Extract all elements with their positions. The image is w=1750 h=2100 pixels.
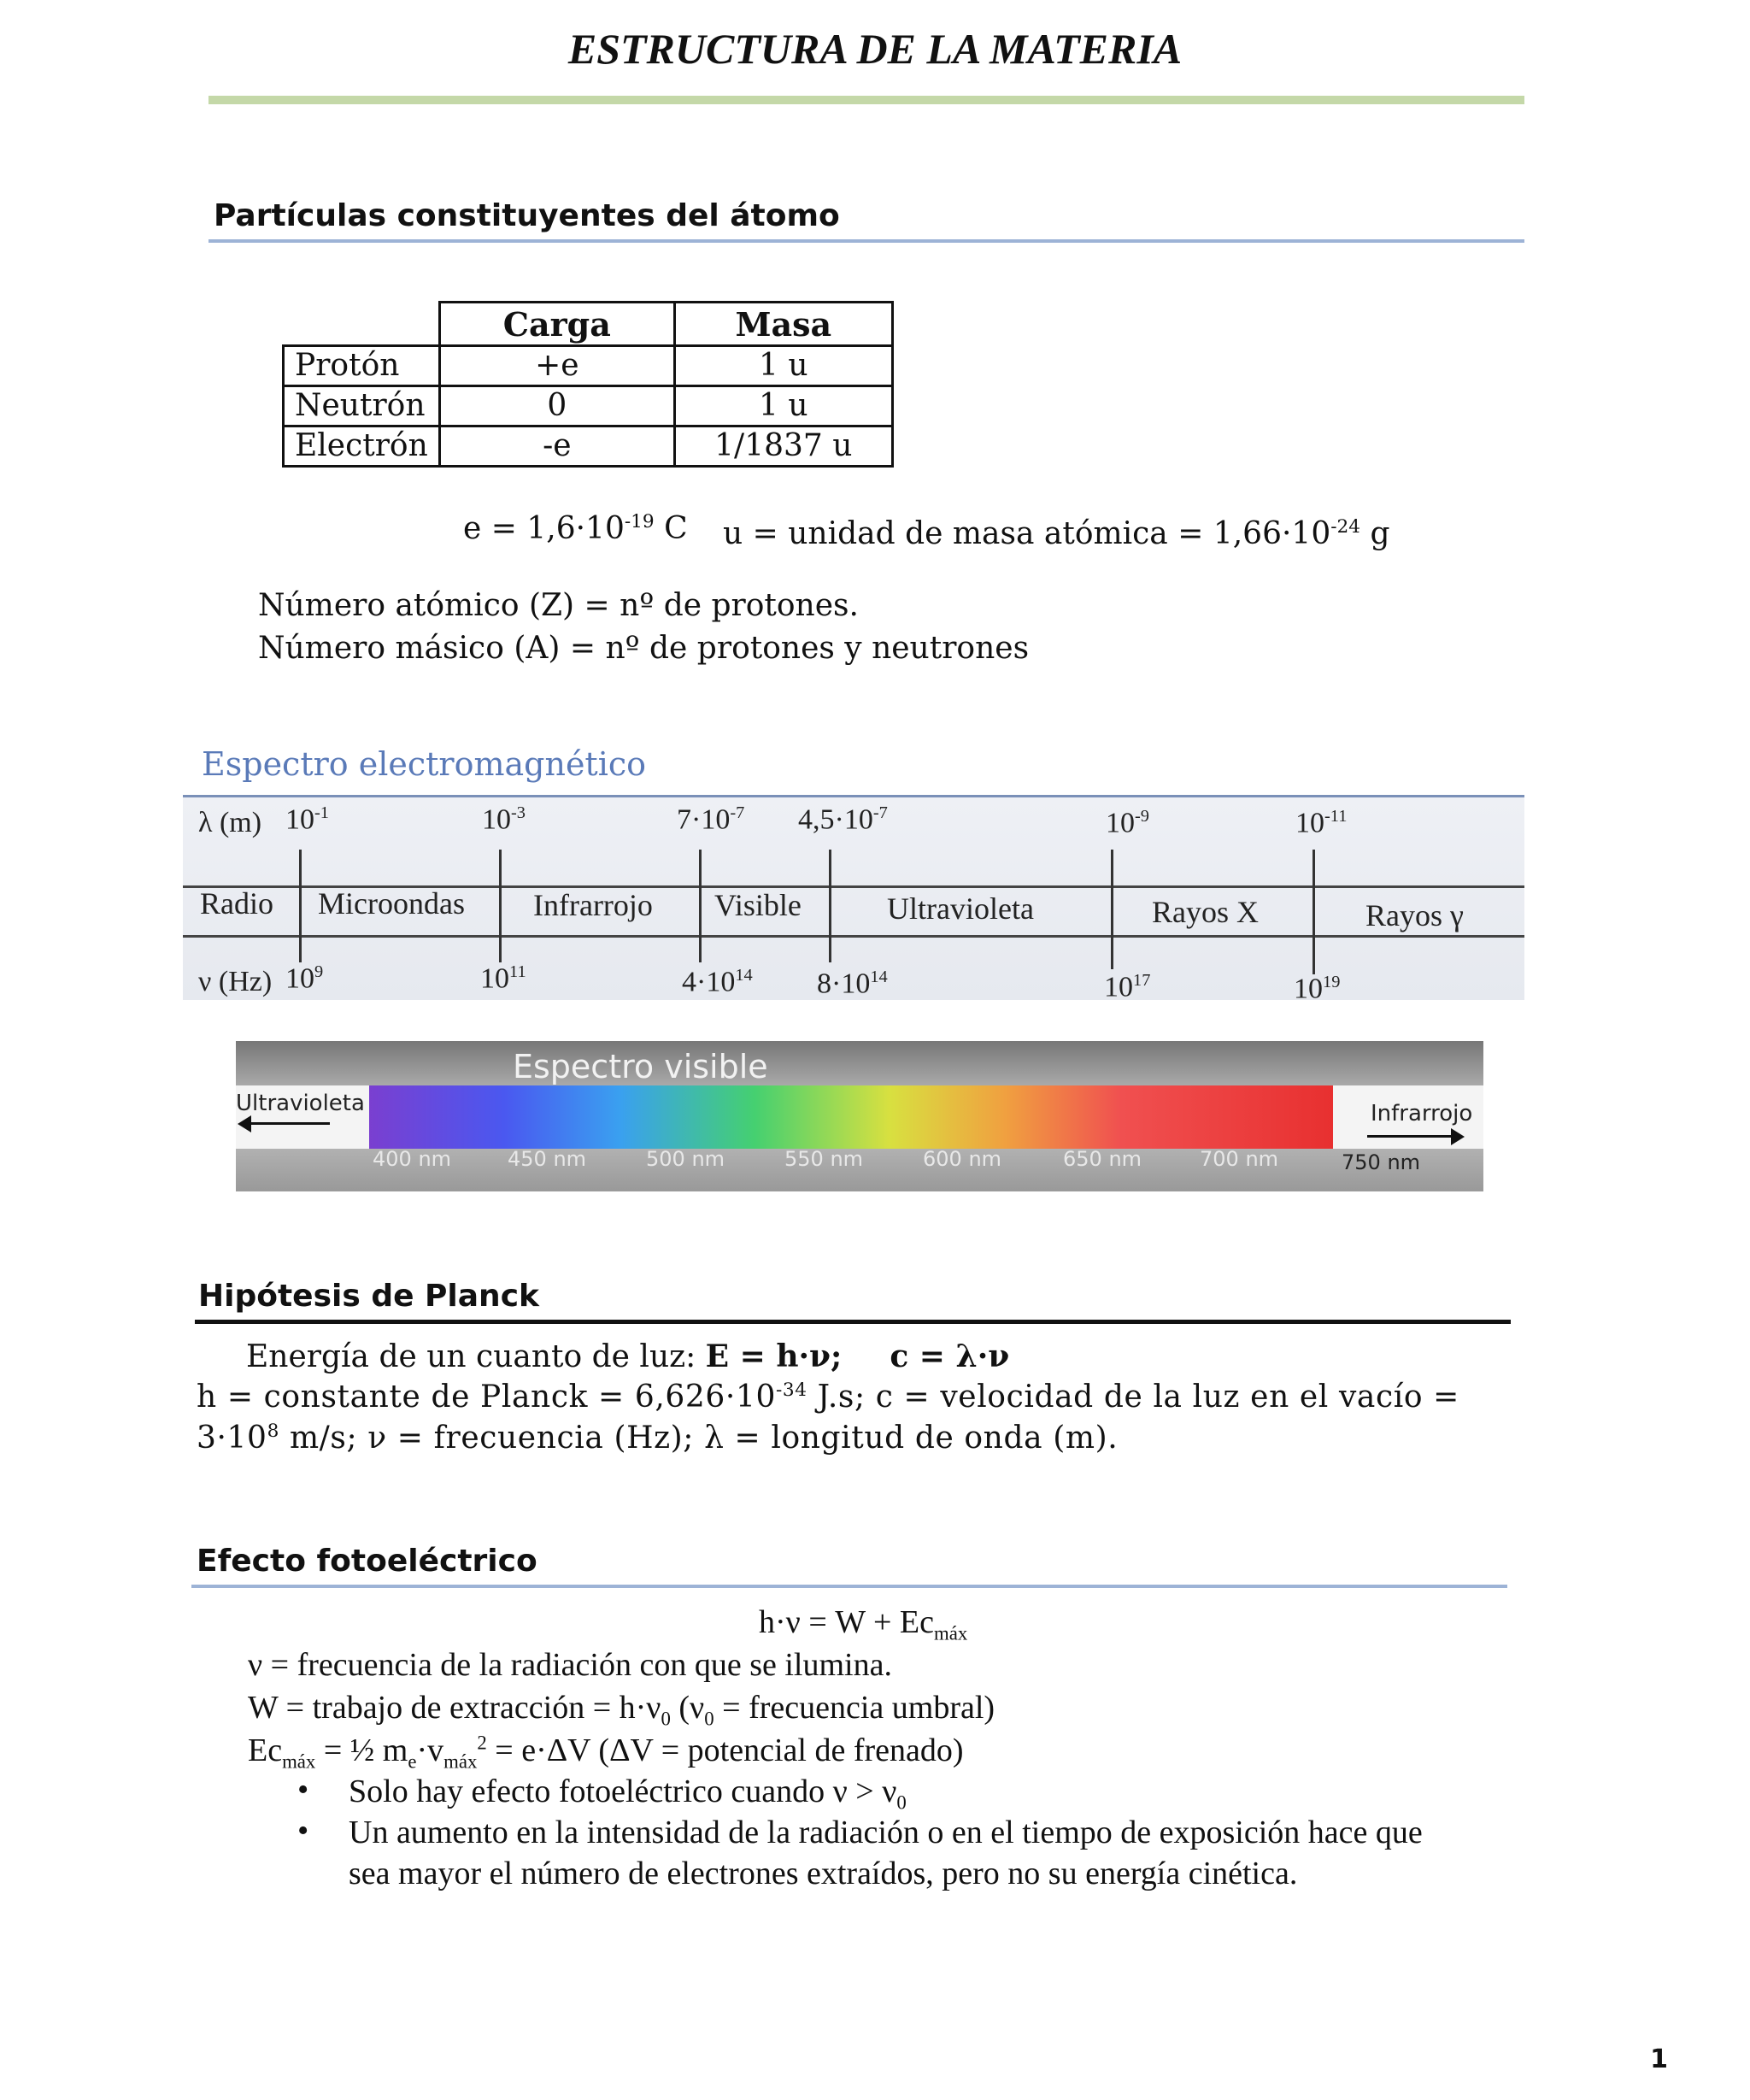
atomic-number-line: Número atómico (Z) = nº de protones. bbox=[258, 588, 859, 623]
lambda-tick: $10^{-1}$ bbox=[285, 803, 329, 836]
table-row bbox=[284, 426, 893, 467]
ultraviolet-label: Ultravioleta bbox=[236, 1091, 365, 1116]
wavelength-label: 750 nm bbox=[1342, 1150, 1421, 1174]
wavelength-label: 600 nm bbox=[923, 1147, 1002, 1171]
section-heading-photoelectric: Efecto fotoeléctrico bbox=[197, 1544, 537, 1579]
band-microwave: Microondas bbox=[318, 886, 465, 921]
planck-units-text: 3·10 bbox=[197, 1421, 267, 1456]
page-title: ESTRUCTURA DE LA MATERIA bbox=[567, 25, 1183, 73]
band-divider bbox=[499, 850, 502, 962]
constant-e-text: e = 1,6·10 bbox=[463, 511, 625, 546]
lambda-tick: $10^{-9}$ bbox=[1106, 807, 1149, 839]
nu-axis-label: ν (Hz) bbox=[198, 966, 273, 997]
lambda-tick: $4,5\cdot 10^{-7}$ bbox=[798, 803, 888, 836]
particle-mass: 1 u bbox=[674, 386, 892, 426]
frequency-line: ν = frecuencia de la radiación con que se ilumina. bbox=[248, 1647, 892, 1683]
particle-charge: 0 bbox=[439, 386, 674, 426]
section-divider bbox=[195, 1320, 1511, 1324]
particle-charge: +e bbox=[439, 346, 674, 386]
band-divider bbox=[299, 850, 302, 962]
wavelength-label: 500 nm bbox=[646, 1147, 725, 1171]
planck-constant-line bbox=[197, 1379, 1459, 1415]
particle-charge: -e bbox=[439, 426, 674, 467]
constant-e-unit: C bbox=[654, 511, 688, 546]
bullet-icon: • bbox=[297, 1813, 309, 1849]
page-number: 1 bbox=[1650, 2044, 1668, 2074]
lambda-tick: $7\cdot 10^{-7}$ bbox=[677, 803, 745, 836]
work-function-line: W = trabajo de extracción = $h\cdot\nu_0$ ($\nu_0$ = frecuencia umbral) bbox=[248, 1690, 995, 1730]
particle-name: Protón bbox=[284, 346, 440, 386]
band-divider bbox=[829, 850, 831, 962]
equation-subscript: máx bbox=[933, 1622, 968, 1644]
particle-mass: 1 u bbox=[674, 346, 892, 386]
light-speed-formula: c = λ·ν bbox=[890, 1338, 1010, 1374]
constant-e-exponent: -19 bbox=[624, 511, 655, 532]
table-row bbox=[284, 346, 893, 386]
planck-units-line bbox=[197, 1421, 1118, 1456]
left-arrow-line bbox=[244, 1122, 330, 1125]
table-row bbox=[284, 386, 893, 426]
planck-energy-text: Energía de un cuanto de luz: bbox=[246, 1339, 706, 1374]
mass-number-line: Número másico (A) = nº de protones y neutrones bbox=[258, 631, 1030, 666]
band-infrared: Infrarrojo bbox=[533, 888, 653, 922]
lambda-axis-label: λ (m) bbox=[198, 807, 262, 838]
nu-tick: $10^{19}$ bbox=[1294, 973, 1341, 1005]
planck-constant-exponent: -34 bbox=[775, 1379, 807, 1401]
right-arrow-line bbox=[1367, 1135, 1453, 1138]
visible-spectrum-colors bbox=[369, 1085, 1333, 1149]
bullet-intensity-line2: sea mayor el número de electrones extraídos, pero no su energía cinética. bbox=[349, 1856, 1298, 1891]
band-divider bbox=[1111, 850, 1113, 969]
particle-name: Electrón bbox=[284, 426, 440, 467]
kinetic-energy-line: $Ec_{máx}$ = ½ $m_e\cdot v_{máx}^2 = e\cdot\Delta V$ (ΔV = potencial de frenado) bbox=[248, 1732, 964, 1773]
constant-e bbox=[463, 511, 688, 546]
section-divider bbox=[208, 239, 1524, 243]
band-visible: Visible bbox=[714, 888, 802, 922]
bullet-icon: • bbox=[297, 1772, 309, 1808]
band-gamma: Rayos γ bbox=[1365, 898, 1464, 932]
spectrum-top-line bbox=[183, 795, 1524, 797]
nu-tick: $10^9$ bbox=[285, 962, 324, 995]
infrared-label: Infrarrojo bbox=[1371, 1101, 1473, 1126]
visible-spectrum-title: Espectro visible bbox=[513, 1048, 768, 1085]
table-header-row bbox=[284, 303, 893, 346]
bullet-threshold: Solo hay efecto fotoeléctrico cuando $\nu > \nu_0$ bbox=[349, 1774, 907, 1814]
bullet-intensity-line1: Un aumento en la intensidad de la radiación o en el tiempo de exposición hace que bbox=[349, 1815, 1423, 1850]
planck-units-exponent: 8 bbox=[267, 1421, 279, 1442]
wavelength-label: 400 nm bbox=[373, 1147, 452, 1171]
section-heading-particles: Partículas constituyentes del átomo bbox=[214, 198, 840, 233]
section-heading-planck: Hipótesis de Planck bbox=[198, 1279, 539, 1314]
band-radio: Radio bbox=[200, 886, 273, 921]
particle-name: Neutrón bbox=[284, 386, 440, 426]
planck-energy-formula: E = h·ν; bbox=[705, 1338, 843, 1374]
wavelength-label: 700 nm bbox=[1200, 1147, 1279, 1171]
right-arrow-icon bbox=[1451, 1128, 1465, 1145]
equation-text: h·ν = W + Ec bbox=[759, 1604, 934, 1640]
nu-tick: $10^{11}$ bbox=[480, 962, 526, 995]
planck-units-rest: m/s; ν = frecuencia (Hz); λ = longitud de onda (m). bbox=[279, 1421, 1119, 1456]
constant-u-exponent: -24 bbox=[1330, 516, 1361, 538]
particle-mass: 1/1837 u bbox=[674, 426, 892, 467]
left-arrow-icon bbox=[238, 1115, 251, 1132]
nu-tick: $10^{17}$ bbox=[1104, 971, 1151, 1003]
title-divider bbox=[208, 96, 1524, 104]
nu-tick: $4\cdot 10^{14}$ bbox=[682, 966, 753, 998]
lambda-tick: $10^{-3}$ bbox=[482, 803, 526, 836]
section-heading-spectrum: Espectro electromagnético bbox=[202, 745, 647, 783]
constant-u-text: u = unidad de masa atómica = 1,66·10 bbox=[723, 516, 1331, 551]
column-header-mass: Masa bbox=[674, 303, 892, 346]
band-xray: Rayos X bbox=[1152, 895, 1259, 929]
band-ultraviolet: Ultravioleta bbox=[887, 891, 1034, 926]
table-corner bbox=[284, 303, 440, 346]
wavelength-label: 650 nm bbox=[1063, 1147, 1142, 1171]
planck-constant-text: h = constante de Planck = 6,626·10 bbox=[197, 1379, 776, 1415]
photoelectric-equation bbox=[759, 1603, 967, 1645]
planck-energy-line bbox=[246, 1338, 1009, 1374]
section-divider bbox=[191, 1585, 1507, 1588]
wavelength-label: 450 nm bbox=[508, 1147, 587, 1171]
band-bottom-line bbox=[183, 935, 1524, 938]
constant-u bbox=[723, 516, 1390, 551]
planck-constant-rest: J.s; c = velocidad de la luz en el vacío = bbox=[807, 1379, 1459, 1415]
band-divider bbox=[1312, 850, 1315, 974]
lambda-tick: $10^{-11}$ bbox=[1295, 807, 1348, 839]
column-header-charge: Carga bbox=[439, 303, 674, 346]
wavelength-label: 550 nm bbox=[784, 1147, 864, 1171]
nu-tick: $8\cdot 10^{14}$ bbox=[817, 968, 888, 1000]
band-divider bbox=[699, 850, 702, 962]
particles-table bbox=[282, 301, 894, 468]
constant-u-unit: g bbox=[1360, 516, 1390, 551]
